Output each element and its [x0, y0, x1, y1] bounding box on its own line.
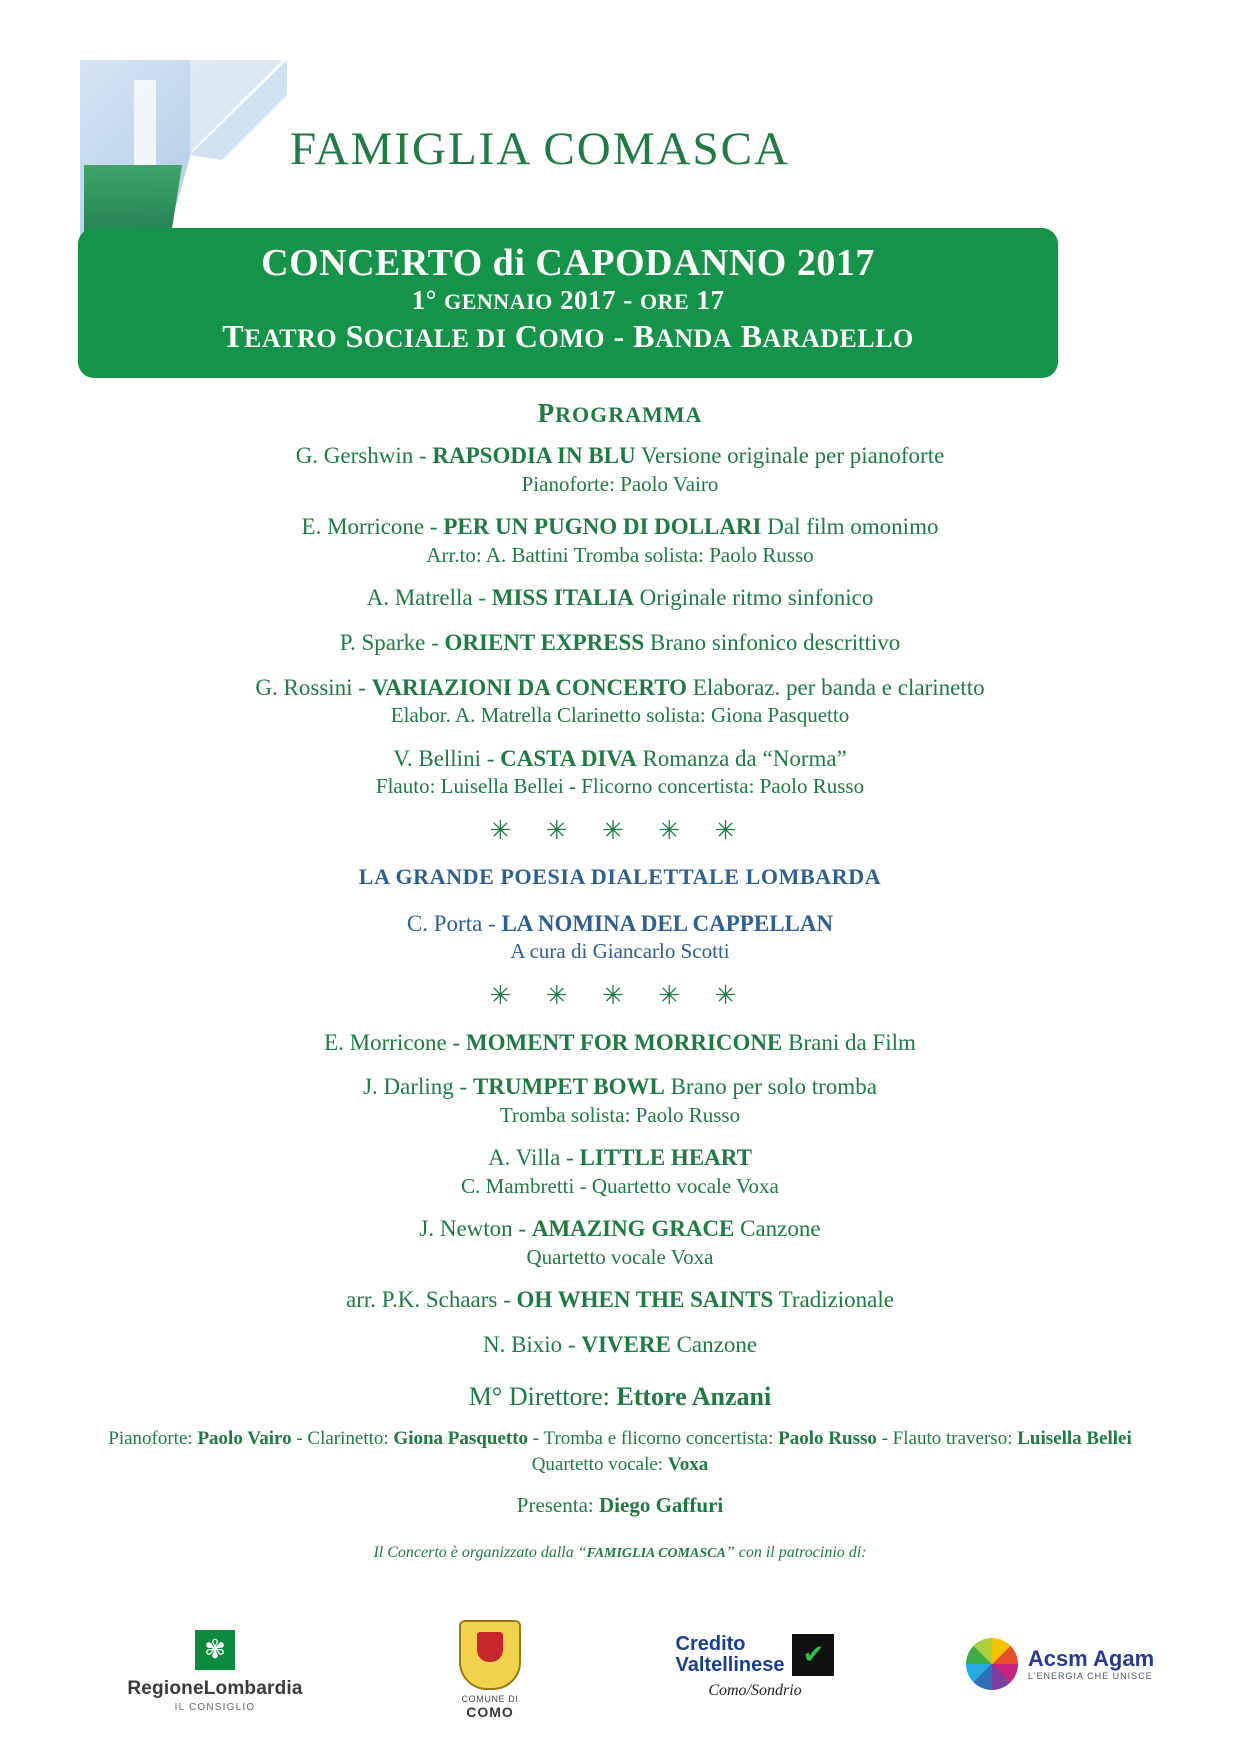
- program-item: [60, 1331, 1180, 1360]
- program-item-main: [60, 1331, 1180, 1360]
- sponsor-comune-di-como: [405, 1620, 575, 1720]
- piece-note: Originale ritmo sinfonico: [633, 585, 874, 610]
- program-item-sub: Elabor. A. Matrella Clarinetto solista: Giona Pasquetto: [390, 703, 850, 728]
- patronage-note: [60, 1544, 1180, 1562]
- acsm-agam-burst-icon: [966, 1638, 1018, 1690]
- poetry-section-heading: LA GRANDE POESIA DIALETTALE LOMBARDA: [358, 863, 882, 889]
- program-item: [60, 674, 1180, 729]
- lombardy-rose-icon: ✾: [90, 1630, 340, 1670]
- sponsor-name-line1: COMUNE DI: [461, 1694, 519, 1704]
- director-label: M° Direttore:: [468, 1381, 617, 1411]
- banner-line-3: [78, 317, 1058, 355]
- program-item: [60, 1073, 1180, 1128]
- organization-title: FAMIGLIA COMASCA: [290, 123, 790, 175]
- program-item: [60, 1144, 1180, 1199]
- piece-note: Brano sinfonico descrittivo: [644, 629, 901, 655]
- program-item-main: [60, 745, 1180, 774]
- composer: G. Rossini -: [255, 674, 372, 700]
- piece-title: VARIAZIONI DA CONCERTO: [371, 674, 688, 700]
- vocal-quartet-line: [60, 1452, 1180, 1479]
- banner-line-2: [78, 285, 1058, 315]
- trumpet-name: Paolo Russo: [778, 1427, 877, 1449]
- program-item: [60, 513, 1180, 568]
- program-item-sub: Quartetto vocale Voxa: [526, 1245, 714, 1269]
- composer: N. Bixio -: [482, 1332, 582, 1357]
- sponsor-name: [676, 1634, 785, 1676]
- piece-title: VIVERE: [581, 1332, 671, 1357]
- section-divider-asterisks: ✳ ✳ ✳ ✳ ✳: [489, 815, 751, 845]
- program-list: [60, 442, 1180, 1562]
- venue-b2: B: [740, 317, 763, 354]
- piece-title: TRUMPET BOWL: [472, 1074, 665, 1100]
- director-name: Ettore Anzani: [616, 1381, 772, 1411]
- poetry-item-sub: A cura di Giancarlo Scotti: [510, 939, 730, 964]
- venue-omo: OMO: [538, 323, 605, 353]
- piece-note: Elaboraz. per banda e clarinetto: [687, 674, 985, 700]
- program-item-main: [60, 513, 1180, 542]
- composer: V. Bellini -: [393, 745, 501, 771]
- program-item: [60, 584, 1180, 613]
- program-item-main: [60, 1029, 1180, 1058]
- composer: A. Villa -: [488, 1145, 580, 1171]
- poem-title: LA NOMINA DEL CAPPELLAN: [501, 910, 834, 936]
- piece-title: OH WHEN THE SAINTS: [516, 1287, 774, 1313]
- piece-note: Brani da Film: [782, 1029, 916, 1055]
- program-item-sub: Arr.to: A. Battini Tromba solista: Paolo Russo: [426, 542, 814, 567]
- piece-title: MISS ITALIA: [491, 585, 634, 610]
- patronage-text-2: ” con il patrocinio di:: [725, 1543, 867, 1561]
- sponsor-name-line2: Valtellinese: [675, 1654, 785, 1676]
- quartet-name: Voxa: [667, 1454, 709, 1476]
- venue-banda-b: - B: [613, 317, 655, 354]
- composer: J. Darling -: [363, 1074, 473, 1100]
- credito-valtellinese-icon: ✔: [792, 1634, 834, 1676]
- composer: E. Morricone -: [324, 1029, 466, 1055]
- venue-anda: ANDA: [654, 323, 733, 353]
- venue-aradello: ARADELLO: [762, 323, 914, 353]
- composer: J. Newton -: [419, 1216, 532, 1242]
- program-item-sub: Flauto: Luisella Bellei - Flicorno concertista: Paolo Russo: [375, 774, 865, 799]
- piece-note: Canzone: [670, 1332, 758, 1357]
- composer: E. Morricone -: [301, 514, 444, 539]
- piece-note: Dal film omonimo: [761, 514, 939, 539]
- sponsor-subtitle: L'ENERGIA CHE UNISCE: [1027, 1670, 1153, 1681]
- clarinet-label: - Clarinetto:: [291, 1427, 394, 1449]
- venue-s: S: [345, 317, 364, 354]
- banner-date-month: GENNAIO: [444, 288, 553, 314]
- program-item: [60, 745, 1180, 800]
- program-item-main: [60, 674, 1180, 703]
- banner-line-1: CONCERTO di CAPODANNO 2017: [261, 242, 875, 284]
- venue-c: C: [514, 317, 539, 354]
- presenter-name: Diego Gaffuri: [599, 1492, 724, 1517]
- composer: arr. P.K. Schaars -: [345, 1287, 517, 1313]
- venue-ociale-di: OCIALE DI: [363, 323, 507, 353]
- banner-time-label: ORE: [640, 288, 690, 314]
- piece-title: MOMENT FOR MORRICONE: [465, 1029, 783, 1055]
- program-item-sub: C. Mambretti - Quartetto vocale Voxa: [461, 1174, 779, 1198]
- director-line: [60, 1382, 1180, 1412]
- trumpet-label: - Tromba e flicorno concertista:: [528, 1427, 779, 1449]
- piece-note: Canzone: [734, 1216, 821, 1242]
- piece-title: LITTLE HEART: [579, 1145, 752, 1171]
- program-item-main: [60, 629, 1180, 658]
- clarinet-name: Giona Pasquetto: [393, 1427, 529, 1449]
- piece-note: Versione originale per pianoforte: [635, 443, 945, 468]
- venue-eatro: EATRO: [244, 323, 338, 353]
- performers-line: [60, 1426, 1180, 1479]
- quartet-label: Quartetto vocale:: [531, 1454, 668, 1476]
- composer: A. Matrella -: [366, 585, 492, 610]
- presenter-line: [60, 1493, 1180, 1518]
- sponsor-name: Acsm Agam: [1027, 1646, 1155, 1672]
- sponsor-acsm-agam: [940, 1638, 1180, 1690]
- piano-label: Pianoforte:: [108, 1427, 198, 1449]
- sponsor-logos: [60, 1612, 1180, 1732]
- piece-title: ORIENT EXPRESS: [444, 629, 645, 655]
- composer: P. Sparke -: [339, 629, 445, 655]
- sponsor-name: RegioneLombardia: [127, 1678, 303, 1699]
- poetry-item-main: [60, 910, 1180, 939]
- flute-label: - Flauto traverso:: [876, 1427, 1018, 1449]
- programma-heading: [0, 398, 1240, 429]
- banner-date-year: 2017 -: [560, 284, 633, 315]
- como-coat-of-arms-icon: [459, 1620, 521, 1690]
- flute-name: Luisella Bellei: [1017, 1427, 1132, 1449]
- program-item-sub: Tromba solista: Paolo Russo: [499, 1103, 741, 1127]
- program-item-main: [60, 584, 1180, 613]
- piece-title: PER UN PUGNO DI DOLLARI: [443, 514, 762, 539]
- program-item: [60, 1029, 1180, 1058]
- banner-time-value: 17: [696, 284, 725, 315]
- program-item-main: [60, 442, 1180, 471]
- sponsor-credito-valtellinese: [640, 1634, 870, 1700]
- piece-title: AMAZING GRACE: [531, 1216, 735, 1242]
- piece-title: CASTA DIVA: [500, 745, 637, 771]
- patronage-text-1: Il Concerto è organizzato dalla “: [373, 1543, 587, 1561]
- program-item-main: [60, 1286, 1180, 1315]
- event-banner: [78, 228, 1058, 378]
- banner-date-day: 1°: [411, 284, 437, 315]
- piece-title: RAPSODIA IN BLU: [432, 443, 636, 468]
- sponsor-name-line2: COMO: [466, 1704, 514, 1720]
- sponsor-name: [405, 1694, 575, 1720]
- program-item: [60, 442, 1180, 497]
- presenter-label: Presenta:: [516, 1492, 599, 1517]
- program-item: [60, 1286, 1180, 1315]
- sponsor-regione-lombardia: [90, 1630, 340, 1713]
- section-divider-asterisks-2: ✳ ✳ ✳ ✳ ✳: [489, 980, 751, 1010]
- poet: C. Porta -: [406, 910, 502, 936]
- composer: G. Gershwin -: [295, 443, 433, 468]
- poetry-item: [60, 910, 1180, 965]
- program-item-main: [60, 1073, 1180, 1102]
- program-item-main: [60, 1144, 1180, 1173]
- program-item: [60, 629, 1180, 658]
- sponsor-subtitle: Como/Sondrio: [708, 1682, 802, 1699]
- sponsor-name-line1: Credito: [675, 1633, 746, 1655]
- sponsor-subtitle: IL CONSIGLIO: [174, 1702, 256, 1713]
- piece-note: Romanza da “Norma”: [636, 745, 847, 771]
- venue-t: T: [222, 317, 245, 354]
- piece-note: Tradizionale: [773, 1287, 894, 1313]
- programma-heading-rest: ROGRAMMA: [555, 402, 703, 427]
- programma-heading-cap: P: [537, 398, 556, 428]
- patronage-org: FAMIGLIA COMASCA: [586, 1545, 726, 1561]
- program-item: [60, 1215, 1180, 1270]
- piece-note: Brano per solo tromba: [664, 1074, 877, 1100]
- program-item-sub: Pianoforte: Paolo Vairo: [521, 471, 719, 496]
- piano-name: Paolo Vairo: [197, 1427, 292, 1449]
- program-item-main: [60, 1215, 1180, 1244]
